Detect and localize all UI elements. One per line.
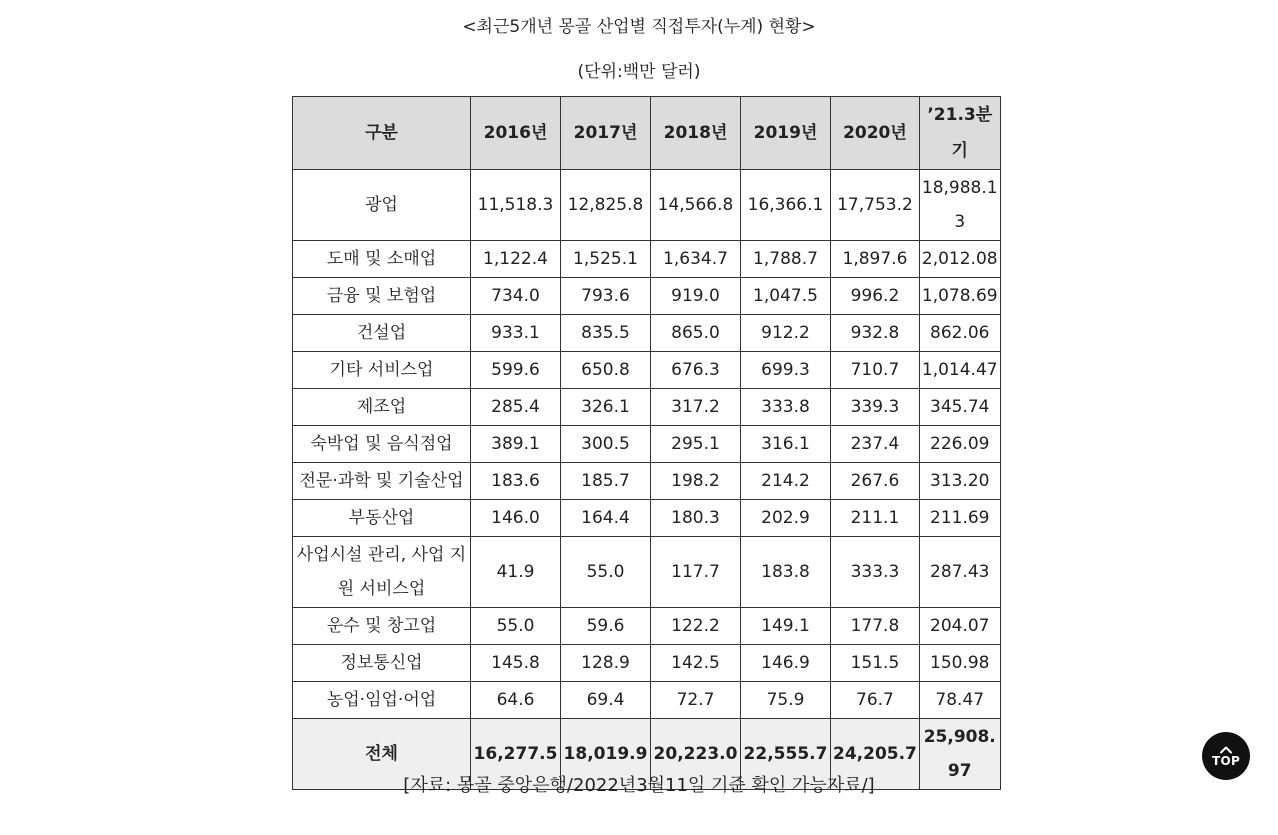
- row-label: 제조업: [293, 389, 471, 426]
- table-row: [293, 170, 1001, 241]
- table-cell: 932.8: [831, 315, 920, 352]
- table-row: [293, 682, 1001, 719]
- table-cell: 202.9: [741, 500, 831, 537]
- table-cell: 22,555.7: [741, 719, 831, 790]
- chevron-up-icon: [1219, 745, 1233, 754]
- unit-label: (단위:백만 달러): [577, 62, 701, 82]
- table-cell: 12,825.8: [561, 170, 651, 241]
- table-cell: 204.07: [919, 608, 1000, 645]
- row-label: 정보통신업: [293, 645, 471, 682]
- table-cell: 699.3: [741, 352, 831, 389]
- table-cell: 300.5: [561, 426, 651, 463]
- column-header: 2018년: [651, 97, 741, 170]
- row-label: 숙박업 및 음식점업: [293, 426, 471, 463]
- table-cell: 18,019.9: [561, 719, 651, 790]
- table-row: [293, 645, 1001, 682]
- column-header: 구분: [293, 97, 471, 170]
- table-cell: 389.1: [471, 426, 561, 463]
- row-label: 기타 서비스업: [293, 352, 471, 389]
- table-cell: 345.74: [919, 389, 1000, 426]
- table-cell: 177.8: [831, 608, 920, 645]
- table-row: [293, 463, 1001, 500]
- table-cell: 24,205.7: [831, 719, 920, 790]
- table-cell: 285.4: [471, 389, 561, 426]
- table-cell: 287.43: [919, 537, 1000, 608]
- row-label: 전체: [293, 719, 471, 790]
- table-cell: 142.5: [651, 645, 741, 682]
- source-note: [자료: 몽골 중앙은행/2022년3월11일 기준 확인 가능자료/]: [403, 775, 875, 796]
- table-cell: 150.98: [919, 645, 1000, 682]
- table-title: <최근5개년 몽골 산업별 직접투자(누계) 현황>: [462, 17, 816, 37]
- table-cell: 1,122.4: [471, 241, 561, 278]
- table-cell: 151.5: [831, 645, 920, 682]
- table-cell: 146.0: [471, 500, 561, 537]
- table-cell: 793.6: [561, 278, 651, 315]
- table-cell: 1,014.47: [919, 352, 1000, 389]
- table-cell: 69.4: [561, 682, 651, 719]
- table-cell: 18,988.13: [919, 170, 1000, 241]
- table-cell: 17,753.2: [831, 170, 920, 241]
- row-label: 건설업: [293, 315, 471, 352]
- column-header: 2020년: [831, 97, 920, 170]
- table-cell: 267.6: [831, 463, 920, 500]
- table-cell: 1,525.1: [561, 241, 651, 278]
- table-cell: 183.8: [741, 537, 831, 608]
- table-cell: 16,366.1: [741, 170, 831, 241]
- table-row: [293, 352, 1001, 389]
- row-label: 운수 및 창고업: [293, 608, 471, 645]
- table-cell: 198.2: [651, 463, 741, 500]
- table-cell: 333.3: [831, 537, 920, 608]
- investment-table: [292, 96, 1001, 790]
- row-label: 도매 및 소매업: [293, 241, 471, 278]
- table-cell: 317.2: [651, 389, 741, 426]
- table-cell: 326.1: [561, 389, 651, 426]
- table-cell: 146.9: [741, 645, 831, 682]
- table-cell: 211.1: [831, 500, 920, 537]
- table-row: [293, 537, 1001, 608]
- table-cell: 835.5: [561, 315, 651, 352]
- table-cell: 1,047.5: [741, 278, 831, 315]
- top-button-label: TOP: [1211, 754, 1241, 768]
- table-cell: 676.3: [651, 352, 741, 389]
- table-cell: 164.4: [561, 500, 651, 537]
- table-row: [293, 500, 1001, 537]
- table-row: [293, 241, 1001, 278]
- table-cell: 117.7: [651, 537, 741, 608]
- row-label: 전문·과학 및 기술산업: [293, 463, 471, 500]
- table-cell: 333.8: [741, 389, 831, 426]
- table-cell: 226.09: [919, 426, 1000, 463]
- table-cell: 128.9: [561, 645, 651, 682]
- table-cell: 145.8: [471, 645, 561, 682]
- table-cell: 650.8: [561, 352, 651, 389]
- row-label: 농업·임업·어업: [293, 682, 471, 719]
- table-cell: 295.1: [651, 426, 741, 463]
- table-cell: 76.7: [831, 682, 920, 719]
- column-header: 2016년: [471, 97, 561, 170]
- table-cell: 710.7: [831, 352, 920, 389]
- table-cell: 865.0: [651, 315, 741, 352]
- table-cell: 734.0: [471, 278, 561, 315]
- row-label: 부동산업: [293, 500, 471, 537]
- table-cell: 339.3: [831, 389, 920, 426]
- table-cell: 25,908.97: [919, 719, 1000, 790]
- table-cell: 214.2: [741, 463, 831, 500]
- table-cell: 599.6: [471, 352, 561, 389]
- table-cell: 180.3: [651, 500, 741, 537]
- table-cell: 1,634.7: [651, 241, 741, 278]
- table-cell: 316.1: [741, 426, 831, 463]
- table-cell: 149.1: [741, 608, 831, 645]
- table-row: [293, 389, 1001, 426]
- table-cell: 59.6: [561, 608, 651, 645]
- table-row: [293, 315, 1001, 352]
- row-label: 금융 및 보험업: [293, 278, 471, 315]
- table-cell: 313.20: [919, 463, 1000, 500]
- table-cell: 55.0: [561, 537, 651, 608]
- table-row: [293, 278, 1001, 315]
- table-cell: 14,566.8: [651, 170, 741, 241]
- table-cell: 1,788.7: [741, 241, 831, 278]
- table-cell: 1,897.6: [831, 241, 920, 278]
- table-cell: 185.7: [561, 463, 651, 500]
- row-label: 사업시설 관리, 사업 지원 서비스업: [293, 537, 471, 608]
- table-cell: 996.2: [831, 278, 920, 315]
- table-row: [293, 608, 1001, 645]
- table-cell: 862.06: [919, 315, 1000, 352]
- table-cell: 16,277.5: [471, 719, 561, 790]
- scroll-to-top-button[interactable]: [1202, 732, 1250, 780]
- table-cell: 122.2: [651, 608, 741, 645]
- table-cell: 919.0: [651, 278, 741, 315]
- table-cell: 20,223.0: [651, 719, 741, 790]
- table-cell: 41.9: [471, 537, 561, 608]
- table-cell: 11,518.3: [471, 170, 561, 241]
- table-cell: 72.7: [651, 682, 741, 719]
- table-cell: 55.0: [471, 608, 561, 645]
- table-cell: 1,078.69: [919, 278, 1000, 315]
- table-cell: 211.69: [919, 500, 1000, 537]
- table-cell: 64.6: [471, 682, 561, 719]
- table-cell: 78.47: [919, 682, 1000, 719]
- table-cell: 183.6: [471, 463, 561, 500]
- table-cell: 237.4: [831, 426, 920, 463]
- column-header: 2019년: [741, 97, 831, 170]
- table-header-row: [293, 97, 1001, 170]
- table-cell: 75.9: [741, 682, 831, 719]
- table-cell: 912.2: [741, 315, 831, 352]
- table-row: [293, 426, 1001, 463]
- column-header: ’21.3분기: [919, 97, 1000, 170]
- table-cell: 933.1: [471, 315, 561, 352]
- column-header: 2017년: [561, 97, 651, 170]
- row-label: 광업: [293, 170, 471, 241]
- table-cell: 2,012.08: [919, 241, 1000, 278]
